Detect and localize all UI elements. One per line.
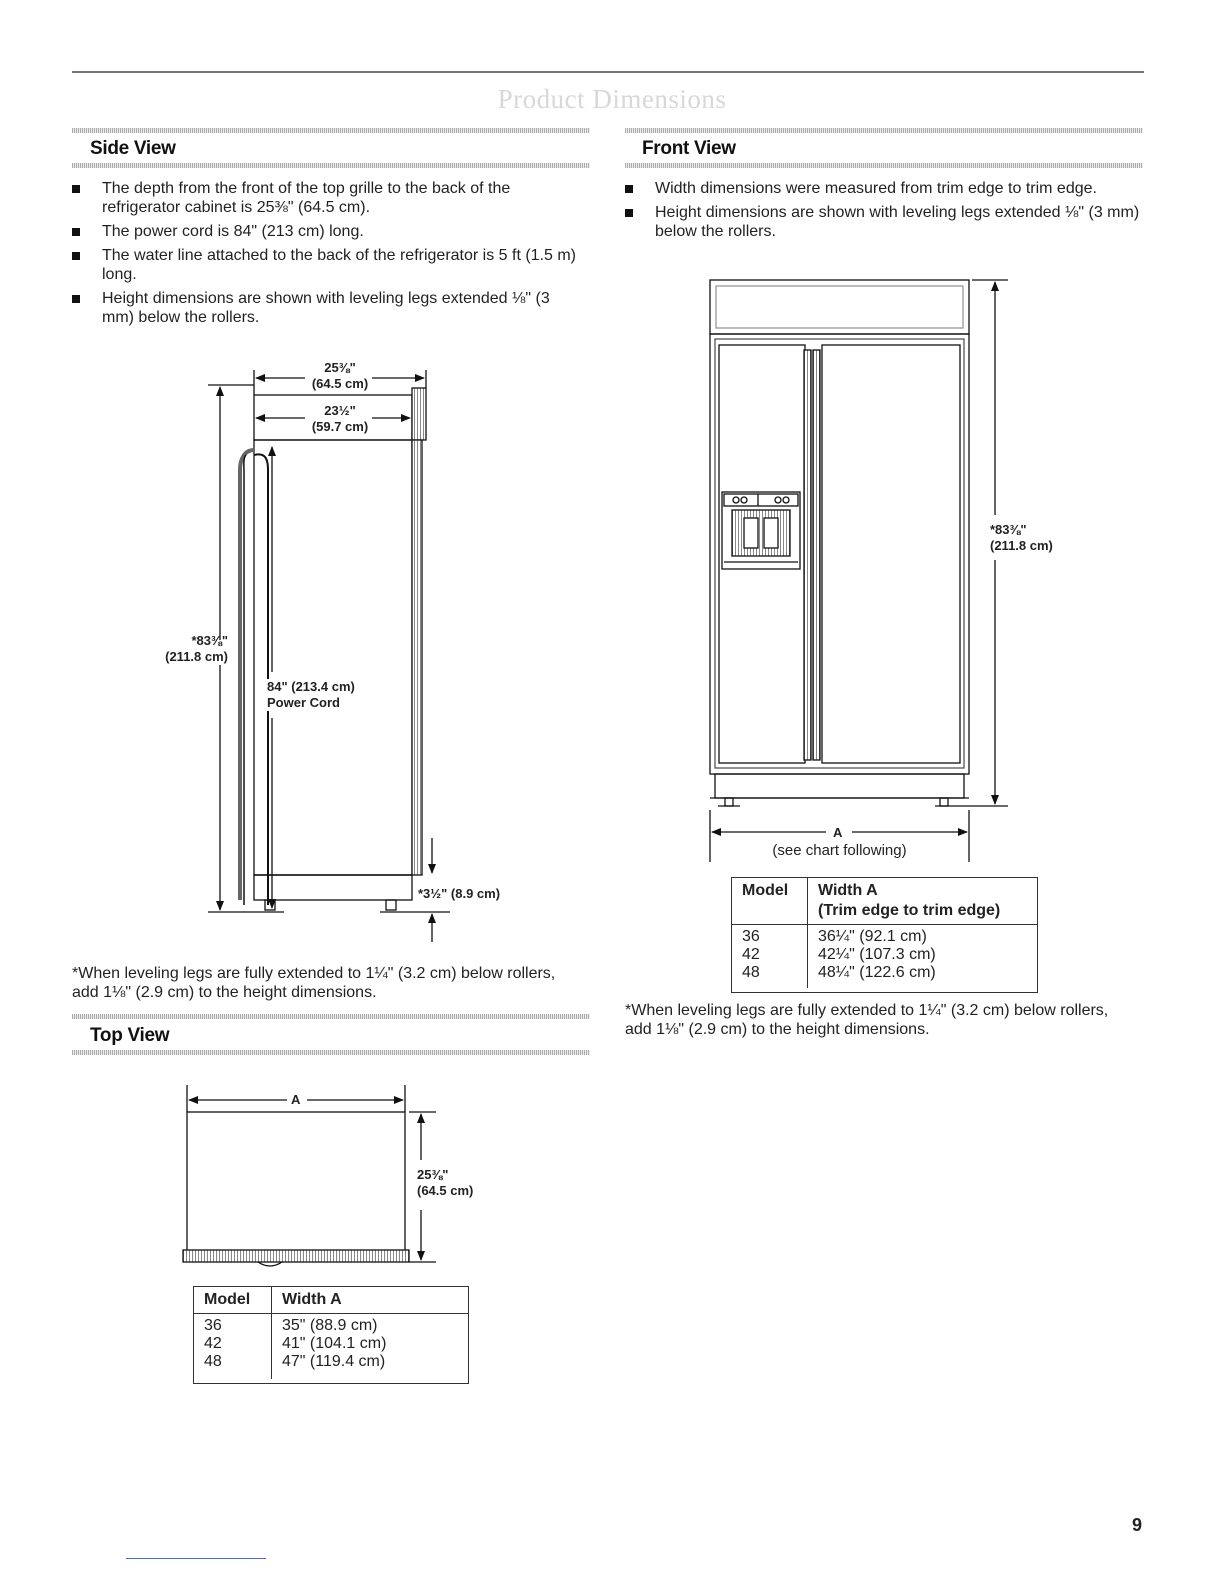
top-grille	[710, 280, 969, 334]
table-header: Width A	[272, 1287, 469, 1314]
table-cell: 35" (88.9 cm)	[282, 1317, 378, 1334]
side-cord-label	[267, 679, 355, 711]
table-cell: 42	[732, 946, 808, 964]
dim-value: (211.8 cm)	[990, 538, 1053, 553]
dim-value: 25⅜"	[324, 360, 356, 375]
table-header-line: (Trim edge to trim edge)	[818, 902, 1001, 919]
front-view-band-bottom	[625, 163, 1143, 168]
front-height-label	[990, 522, 1053, 554]
side-view-band-bottom	[72, 163, 590, 168]
dim-value: 23½"	[324, 403, 356, 418]
dim-value: (59.7 cm)	[311, 419, 369, 434]
top-view-heading: Top View	[90, 1025, 170, 1046]
cabinet-outline	[187, 1112, 405, 1252]
dispenser	[722, 492, 800, 569]
table-cell: 36	[732, 925, 808, 947]
table-header: Model	[194, 1287, 272, 1314]
footer-link-rule	[126, 1558, 266, 1559]
top-depth-label	[417, 1167, 473, 1199]
table-cell: 42	[194, 1335, 272, 1353]
power-cord	[254, 454, 268, 905]
dim-value: (64.5 cm)	[417, 1183, 474, 1198]
side-roller-label: *3½" (8.9 cm)	[418, 886, 501, 901]
top-view-band-top	[72, 1014, 590, 1019]
dim-value: *83⅜"	[191, 633, 228, 648]
page-title: Product Dimensions	[497, 84, 727, 114]
table-cell: 42¼" (107.3 cm)	[818, 946, 936, 963]
front-view-heading: Front View	[642, 138, 736, 159]
list-item: Height dimensions are shown with leveling legs extended ⅛" (3 mm) below the rollers.	[72, 289, 582, 327]
table-header	[808, 878, 1038, 925]
fresh-food-door	[822, 345, 960, 763]
table-cell: 47" (119.4 cm)	[282, 1353, 386, 1370]
table-cell: 36	[194, 1314, 272, 1336]
front-view-bullets	[625, 179, 1140, 246]
table-cell: 48	[732, 964, 808, 988]
list-item: Height dimensions are shown with leveling legs extended ⅛" (3 mm) below the rollers.	[625, 203, 1140, 241]
dim-value: *83⅜"	[990, 522, 1027, 537]
side-height-label	[150, 633, 228, 665]
side-view-bullets	[72, 179, 582, 332]
list-item: The power cord is 84" (213 cm) long.	[72, 222, 582, 241]
front-view-band-top	[625, 128, 1143, 133]
side-view-heading: Side View	[90, 138, 176, 159]
dim-value: (64.5 cm)	[311, 376, 369, 391]
table-cell: 41" (104.1 cm)	[282, 1335, 387, 1352]
front-width-note: (see chart following)	[772, 842, 907, 859]
front-view-note: *When leveling legs are fully extended to 1¼" (3.2 cm) below rollers, add 1⅛" (2.9 cm) to the height dimensions.	[625, 1002, 1109, 1038]
front-width-label: A	[833, 825, 843, 840]
door-edge	[183, 1250, 409, 1262]
list-item: Width dimensions were measured from trim edge to trim edge.	[625, 179, 1140, 198]
table-header-line: Width A	[818, 882, 878, 899]
top-view-band-bottom	[72, 1050, 590, 1055]
cabinet-outline	[254, 440, 412, 875]
page-number: 9	[1131, 1515, 1142, 1535]
table-cell: 36¼" (92.1 cm)	[818, 928, 927, 945]
freezer-door	[719, 345, 805, 763]
side-depth-label	[308, 360, 372, 392]
table-cell: 48¼" (122.6 cm)	[818, 964, 936, 981]
list-item: The depth from the front of the top grille to the back of the refrigerator cabinet is 25⅜" (64.5 cm).	[72, 179, 582, 217]
top-view-table	[193, 1286, 469, 1384]
dim-value: (211.8 cm)	[165, 649, 228, 664]
top-rule	[72, 71, 1144, 73]
dim-value: 25⅜"	[417, 1167, 449, 1182]
top-width-label: A	[291, 1092, 301, 1107]
table-cell: 48	[194, 1353, 272, 1379]
side-cabinet-label	[308, 403, 372, 435]
side-view-band-top	[72, 128, 590, 133]
side-view-note: *When leveling legs are fully extended to 1¼" (3.2 cm) below rollers, add 1⅛" (2.9 cm) to the height dimensions.	[72, 965, 556, 1001]
front-view-table	[731, 877, 1038, 993]
dim-value: 84" (213.4 cm)	[267, 679, 355, 694]
water-line	[240, 450, 254, 900]
list-item: The water line attached to the back of the refrigerator is 5 ft (1.5 m) long.	[72, 246, 582, 284]
table-header: Model	[732, 878, 808, 925]
dim-value: Power Cord	[267, 695, 340, 710]
